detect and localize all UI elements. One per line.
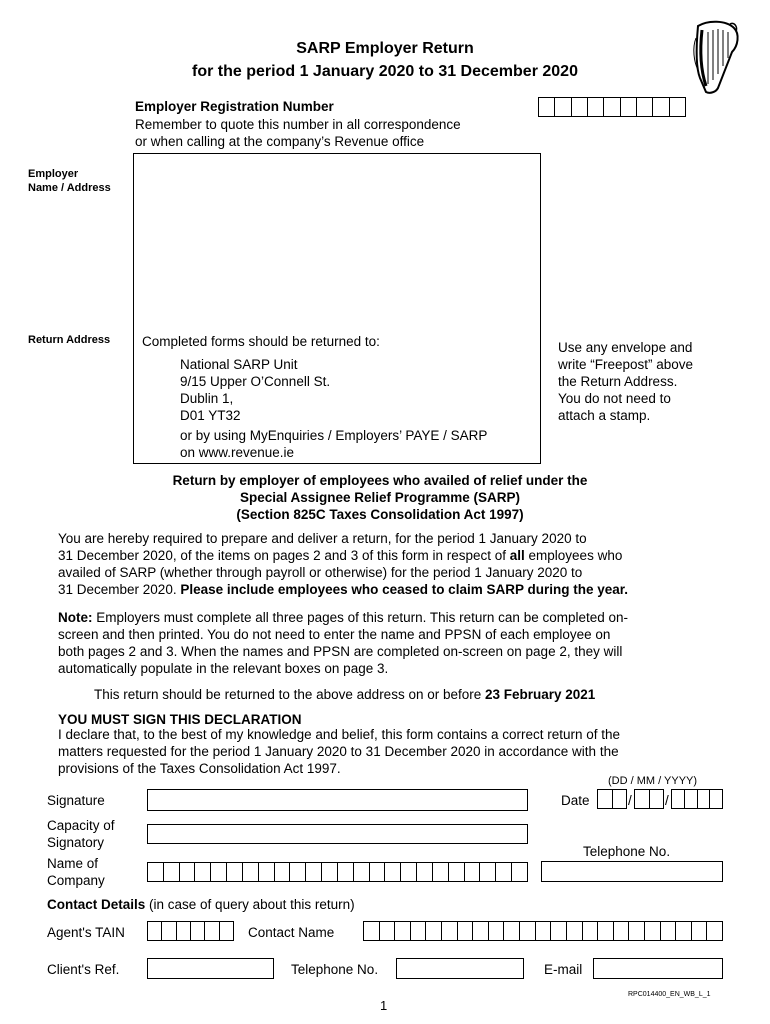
signature-label: Signature xyxy=(47,793,105,808)
contact-name-field[interactable] xyxy=(363,921,723,941)
date-year-field[interactable] xyxy=(671,789,723,809)
registration-number-field[interactable] xyxy=(538,97,686,117)
company-label-2: Company xyxy=(47,873,105,888)
company-name-field[interactable] xyxy=(147,862,528,882)
return-line-5: or by using MyEnquiries / Employers’ PAYE / SARP xyxy=(180,428,488,443)
relief-heading-1: Return by employer of employees who availed of relief under the xyxy=(172,473,588,488)
telephone-2-label: Telephone No. xyxy=(291,962,379,977)
freepost-note-4: You do not need to xyxy=(558,391,671,406)
return-line-1: National SARP Unit xyxy=(180,357,298,372)
registration-heading: Employer Registration Number xyxy=(135,99,334,114)
client-ref-field[interactable] xyxy=(147,958,274,979)
declaration-line-2: matters requested for the period 1 January 2020 to 31 December 2020 in accordance with the xyxy=(58,744,619,759)
freepost-note-2: write “Freepost” above xyxy=(558,357,694,372)
client-ref-label: Client's Ref. xyxy=(47,962,120,977)
telephone-2-field[interactable] xyxy=(396,958,524,979)
declaration-line-3: provisions of the Taxes Consolidation Act 1997. xyxy=(58,761,341,776)
telephone-label: Telephone No. xyxy=(583,844,671,859)
capacity-label-2: Signatory xyxy=(47,835,105,850)
email-label: E-mail xyxy=(544,962,583,977)
return-line-4: D01 YT32 xyxy=(180,408,241,423)
capacity-label-1: Capacity of xyxy=(47,818,115,833)
company-label-1: Name of xyxy=(47,856,99,871)
return-address-label: Return Address xyxy=(28,334,111,346)
signature-field[interactable] xyxy=(147,789,528,811)
return-intro: Completed forms should be returned to: xyxy=(142,334,380,349)
harp-icon xyxy=(688,18,744,98)
capacity-field[interactable] xyxy=(147,824,528,844)
intro-paragraph: You are hereby required to prepare and deliver a return, for the period 1 January 2020 to 31 December 2020, of the items on pages 2 and 3 of this form in respect of all employees who availed of SARP (whether through payroll or otherwise) for the period 1 January 2020 to 31 December 2020. Please include employees who ceased to claim SARP during the year. xyxy=(58,531,628,597)
page-number: 1 xyxy=(380,998,388,1013)
date-separator: / xyxy=(628,793,632,808)
registration-note-1: Remember to quote this number in all correspondence xyxy=(135,117,461,132)
registration-note-2: or when calling at the company’s Revenue office xyxy=(135,134,425,149)
relief-heading-3: (Section 825C Taxes Consolidation Act 1997) xyxy=(236,507,524,522)
telephone-field[interactable] xyxy=(541,861,723,882)
relief-heading-2: Special Assignee Relief Programme (SARP) xyxy=(239,490,521,505)
employer-label-2: Name / Address xyxy=(28,182,111,194)
declaration-heading: YOU MUST SIGN THIS DECLARATION xyxy=(58,712,302,727)
date-day-field[interactable] xyxy=(597,789,627,809)
agent-tain-field[interactable] xyxy=(147,921,234,941)
deadline-text: This return should be returned to the above address on or before 23 February 2021 xyxy=(94,687,596,702)
form-title: SARP Employer Return xyxy=(296,40,474,57)
freepost-note-1: Use any envelope and xyxy=(558,340,693,355)
note-paragraph: Note: Employers must complete all three pages of this return. This return can be completed on- screen and then printed. You do not need to enter the name and PPSN of each employee on both pages 2 and 3. When the names and PPSN are completed on-screen on page 2, they will automatically populate in the relevant boxes on page 3. xyxy=(58,610,629,676)
date-separator: / xyxy=(665,793,669,808)
declaration-line-1: I declare that, to the best of my knowledge and belief, this form contains a correct return of the xyxy=(58,727,621,742)
agent-tain-label: Agent's TAIN xyxy=(47,925,125,940)
date-label: Date xyxy=(561,793,590,808)
email-field[interactable] xyxy=(593,958,723,979)
date-format-hint: (DD / MM / YYYY) xyxy=(608,775,698,787)
return-line-2: 9/15 Upper O’Connell St. xyxy=(180,374,331,389)
form-subtitle: for the period 1 January 2020 to 31 December 2020 xyxy=(192,63,578,80)
freepost-note-5: attach a stamp. xyxy=(558,408,651,423)
contact-heading: Contact Details (in case of query about this return) xyxy=(47,897,355,912)
freepost-note-3: the Return Address. xyxy=(558,374,678,389)
employer-label-1: Employer xyxy=(28,168,79,180)
date-month-field[interactable] xyxy=(634,789,664,809)
return-line-3: Dublin 1, xyxy=(180,391,234,406)
form-code: RPC014400_EN_WB_L_1 xyxy=(628,991,711,998)
contact-name-label: Contact Name xyxy=(248,925,335,940)
return-line-6: on www.revenue.ie xyxy=(180,445,295,460)
